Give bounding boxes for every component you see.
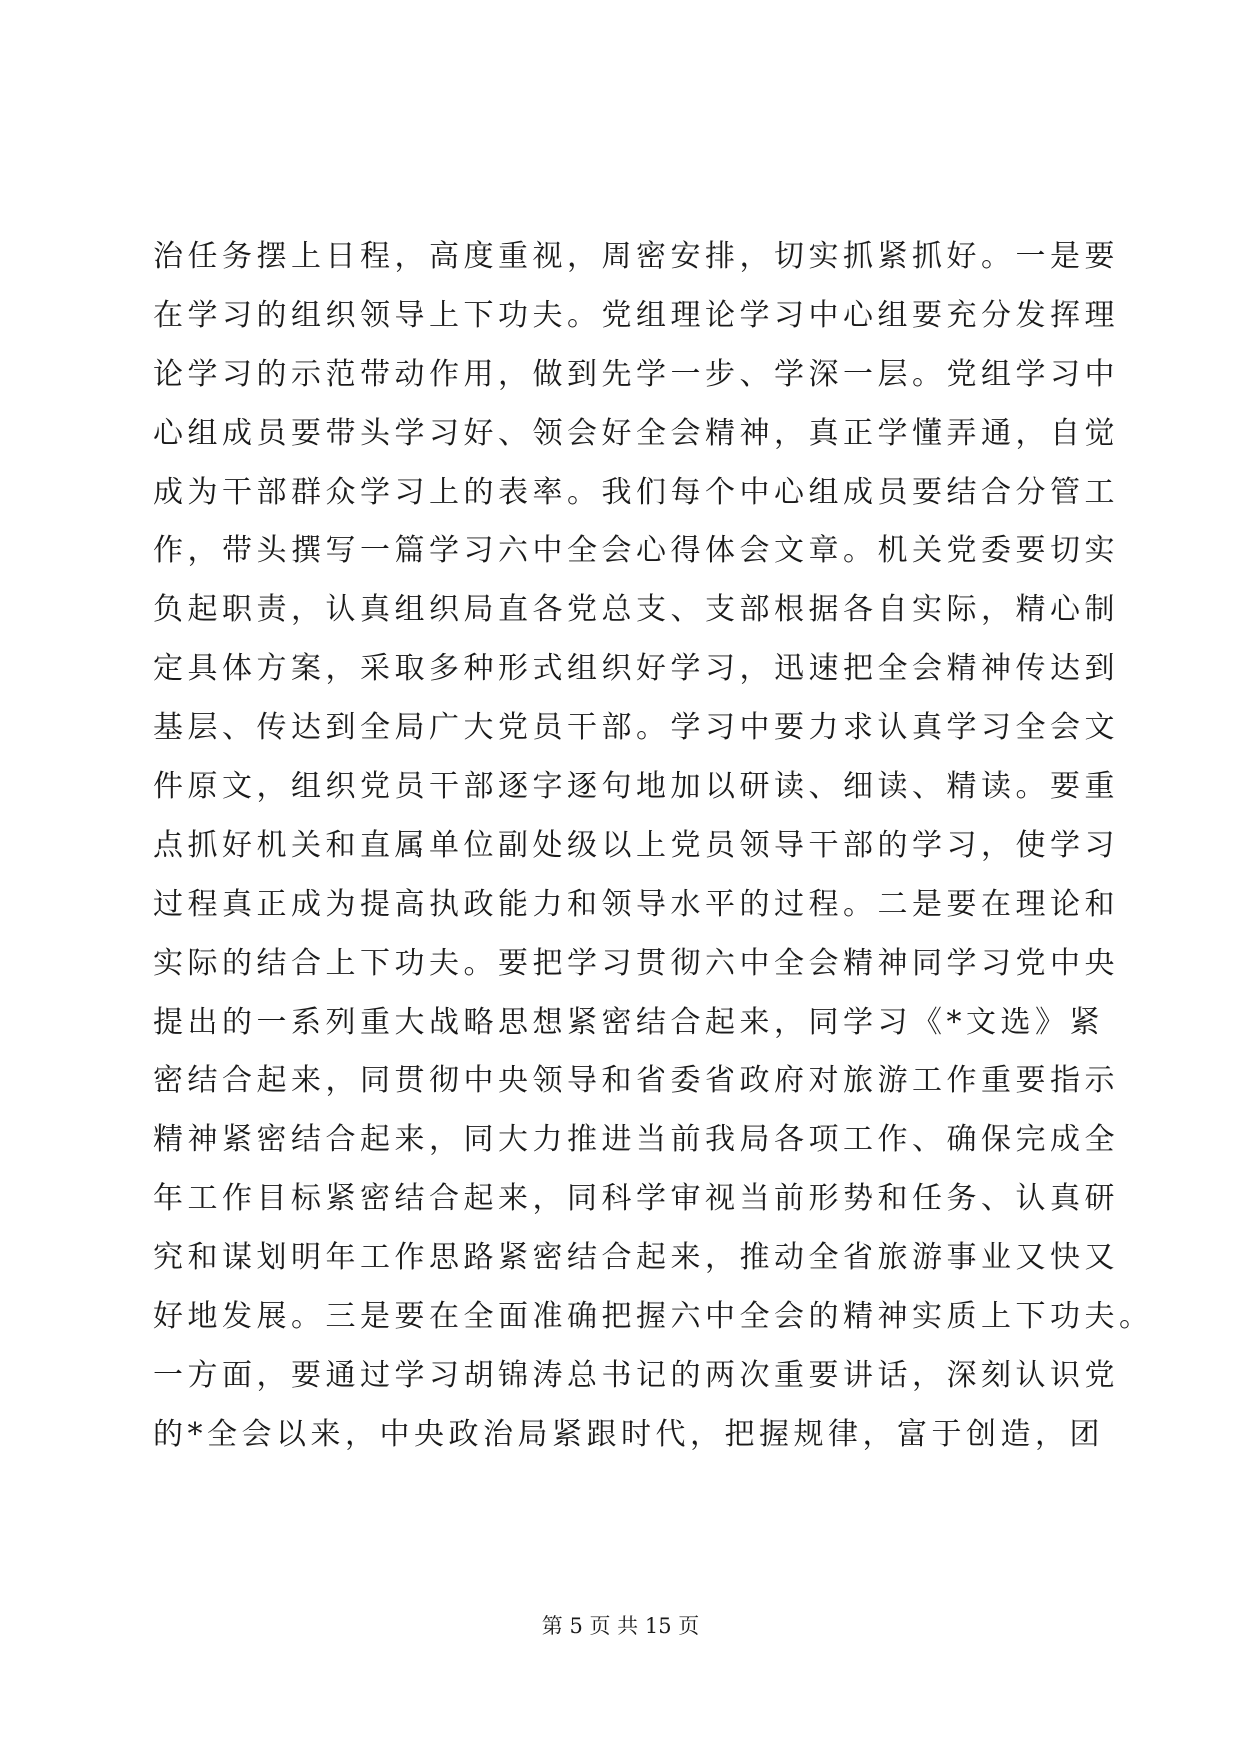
text-line: 件原文，组织党员干部逐字逐句地加以研读、细读、精读。要重 <box>153 769 1119 805</box>
text-line: 治任务摆上日程，高度重视，周密安排，切实抓紧抓好。一是要 <box>153 239 1119 274</box>
text-line: 年工作目标紧密结合起来，同科学审视当前形势和任务、认真研 <box>153 1181 1119 1217</box>
text-line: 究和谋划明年工作思路紧密结合起来，推动全省旅游事业又快又 <box>153 1240 1119 1276</box>
text-line: 过程真正成为提高执政能力和领导水平的过程。二是要在理论和 <box>153 886 1119 922</box>
text-line: 提出的一系列重大战略思想紧密结合起来，同学习《*文选》紧 <box>153 1004 1104 1040</box>
text-line: 一方面，要通过学习胡锦涛总书记的两次重要讲话，深刻认识党 <box>153 1357 1119 1393</box>
page-number-footer: 第 5 页 共 15 页 <box>541 1614 700 1638</box>
text-line: 定具体方案，采取多种形式组织好学习，迅速把全会精神传达到 <box>153 651 1119 687</box>
body-text <box>153 228 1154 1465</box>
text-line: 基层、传达到全局广大党员干部。学习中要力求认真学习全会文 <box>153 710 1119 746</box>
text-line: 实际的结合上下功夫。要把学习贯彻六中全会精神同学习党中央 <box>153 945 1119 981</box>
text-line: 心组成员要带头学习好、领会好全会精神，真正学懂弄通，自觉 <box>153 415 1119 451</box>
text-line: 精神紧密结合起来，同大力推进当前我局各项工作、确保完成全 <box>153 1122 1119 1158</box>
text-line: 负起职责，认真组织局直各党总支、支部根据各自实际，精心制 <box>153 592 1119 628</box>
text-line: 论学习的示范带动作用，做到先学一步、学深一层。党组学习中 <box>153 356 1119 392</box>
text-line: 密结合起来，同贯彻中央领导和省委省政府对旅游工作重要指示 <box>153 1063 1119 1099</box>
text-line: 成为干部群众学习上的表率。我们每个中心组成员要结合分管工 <box>153 474 1119 510</box>
text-line: 好地发展。三是要在全面准确把握六中全会的精神实质上下功夫。 <box>153 1299 1154 1335</box>
text-line: 在学习的组织领导上下功夫。党组理论学习中心组要充分发挥理 <box>153 297 1119 333</box>
text-line: 的*全会以来，中央政治局紧跟时代，把握规律，富于创造，团 <box>153 1416 1104 1452</box>
text-line: 作，带头撰写一篇学习六中全会心得体会文章。机关党委要切实 <box>153 533 1119 569</box>
text-line: 点抓好机关和直属单位副处级以上党员领导干部的学习，使学习 <box>153 827 1119 863</box>
